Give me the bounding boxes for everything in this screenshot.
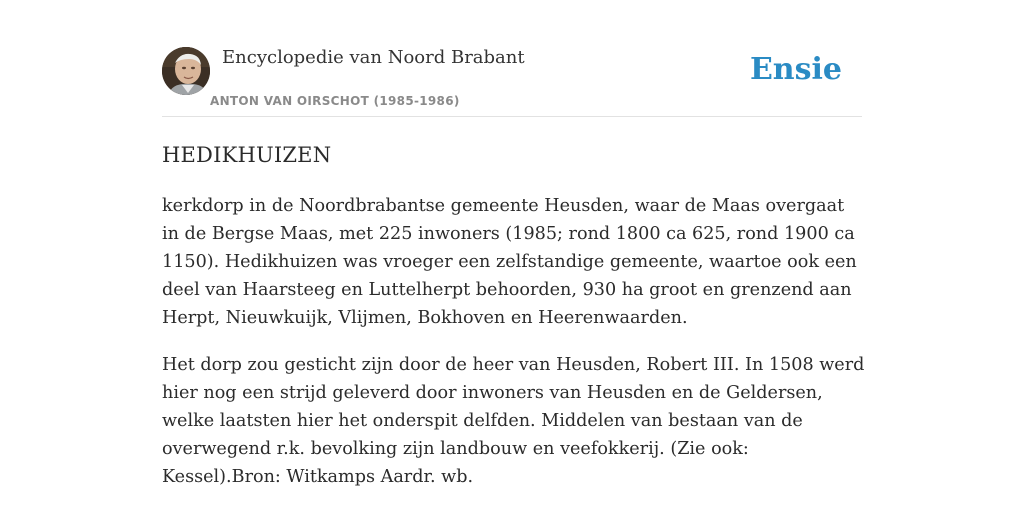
author-avatar[interactable] (162, 47, 210, 95)
author-name: ANTON VAN OIRSCHOT (1985-1986) (210, 94, 460, 108)
brand-logo[interactable]: Ensie (749, 52, 842, 87)
article-title: HEDIKHUIZEN (162, 143, 332, 167)
page (162, 0, 865, 512)
article-paragraph: Het dorp zou gesticht zijn door de heer van Heusden, Robert III. In 1508 werd hier nog een strijd geleverd door inwoners van Heusden en de Geldersen, welke laatsten hier het onderspit delfden. Middelen van bestaan van de overwegend r.k. bevolking zijn landbouw en veefokkerij. (Zie ook: Kessel).Bron: Witkamps Aardr. wb. (162, 355, 865, 487)
header (162, 0, 862, 117)
encyclopedia-title[interactable]: Encyclopedie van Noord Brabant (222, 47, 525, 68)
article-paragraph: kerkdorp in de Noordbrabantse gemeente Heusden, waar de Maas overgaat in de Bergse Maas, met 225 inwoners (1985; rond 1800 ca 625, rond 1900 ca 1150). Hedikhuizen was vroeger een zelfstandige gemeente, waartoe ook een deel van Haarsteeg en Luttelherpt behoorden, 930 ha groot en grenzend aan Herpt, Nieuwkuijk, Vlijmen, Bokhoven en Heerenwaarden. (162, 196, 857, 328)
